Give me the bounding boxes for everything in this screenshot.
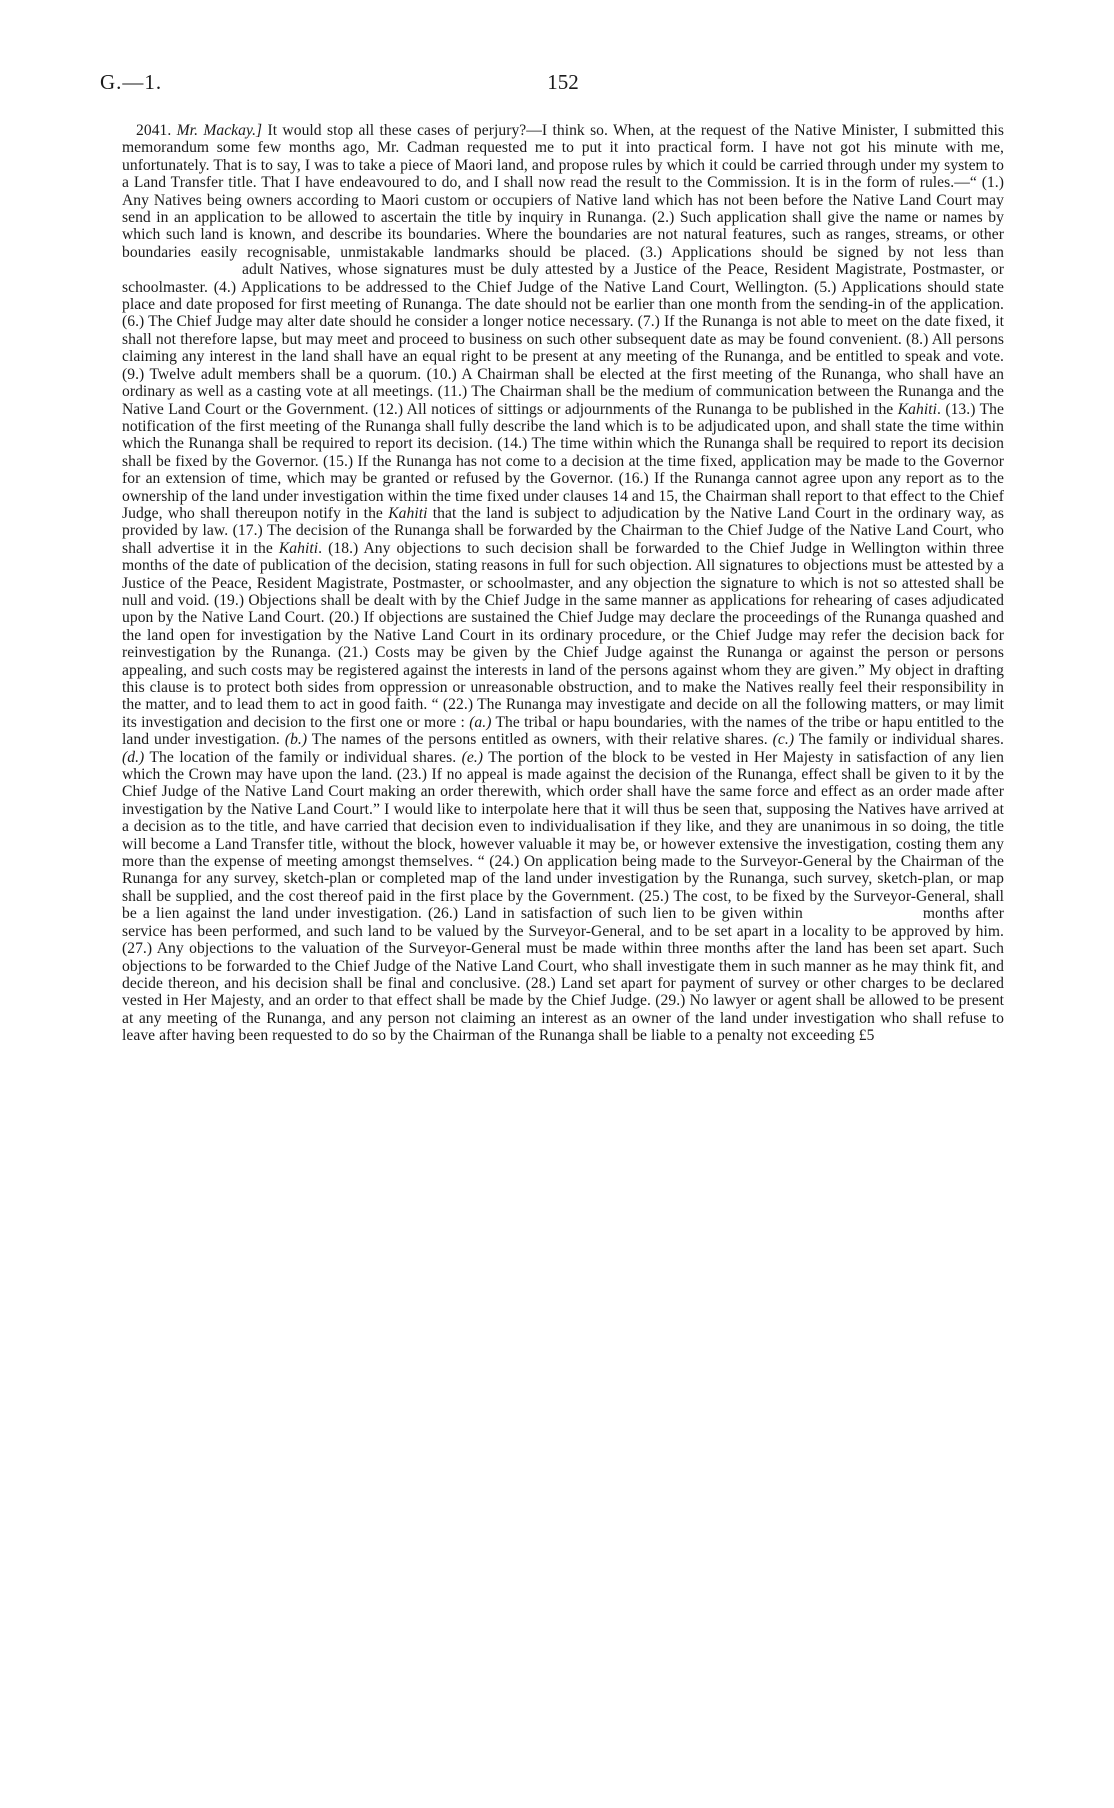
paragraph <box>122 122 1004 1045</box>
italic-kahiti: Kahiti <box>897 400 937 418</box>
page-header <box>100 68 1004 108</box>
italic-kahiti: Kahiti <box>388 504 428 522</box>
text-run: The portion of the block to be vested in Her Majesty in satisfaction of any lien which the Crown may have upon the land. (23.) If no appeal is made against the decision of the Runanga, effect shall be given to it by the Chief Judge of the Native Land Court making an order therewith, which order shall have the same force and effect as an order made after investigation by the Native Land Court.” I would like to interpolate here that it will thus be seen that, supposing the Natives have arrived at a decision as to the title, and have carried that decision even to individualisation if they like, and they are unanimous in so doing, the title will become a Land Transfer title, without the block, however valuable it may be, or however extensive the investigation, costing them any more than the expense of meeting amongst themselves. “ (24.) On application being made to the Surveyor-General by the Chairman of the Runanga for any survey, sketch-plan or completed map of the land under investigation by the Runanga, such survey, sketch-plan, or map shall be supplied, and the cost thereof paid in the first place by the Government. (25.) The cost, to be fixed by the Surveyor-General, shall be a lien against the land under investigation. (26.) Land in satisfaction of such lien to be given within <box>122 748 1004 923</box>
text-run: months after service has been performed, and such land to be valued by the Surveyor-General, and to be set apart in a locality to be approved by him. (27.) Any objections to the valuation of the Surveyor-General must be made within three months after the land has been set apart. Such objections to be forwarded to the Chief Judge of the Native Land Court, who shall investigate them in such manner as he may think fit, and decide thereon, and his decision shall be final and conclusive. (28.) Land set apart for payment of survey or other charges to be declared vested in Her Majesty, and an order to that effect shall be made by the Chief Judge. (29.) No lawyer or agent shall be allowed to be present at any meeting of the Runanga, and any person not claiming an interest as an owner of the land under investigation who shall refuse to leave after having been requested to do so by the Chairman of the Runanga shall be liable to a penalty not exceeding £5 <box>122 905 1005 1045</box>
clause-letter: (c.) <box>772 731 795 749</box>
text-run: The tribal or hapu boundaries, with the names of the tribe or hapu entitled to the land under investigation. <box>122 713 1004 749</box>
speaker: Mr. Mackay.] <box>176 122 263 139</box>
text-run: The names of the persons entitled as owners, with their relative shares. <box>307 731 773 749</box>
italic-kahiti: Kahiti <box>278 539 319 557</box>
paper-reference: G.—1. <box>100 70 163 94</box>
clause-letter: (d.) <box>122 748 145 766</box>
text-run: adult Natives, whose signatures must be duly attested by a Justice of the Peace, Resident Magistrate, Postmaster, or schoolmaster. (4.) Applications to be addressed to the Chief Judge of the Native Land Court, Wellington. (5.) Applications should state place and date proposed for first meeting of Runanga. The date should not be earlier than one month from the sending-in of the application. (6.) The Chief Judge may alter date should he consider a longer notice necessary. (7.) If the Runanga is not able to meet on the date fixed, it shall not therefore lapse, but may meet and proceed to business on such other subsequent date as may be found convenient. (8.) All persons claiming any interest in the land shall have an equal right to be present at any meeting of the Runanga, and be entitled to speak and vote. (9.) Twelve adult members shall be a quorum. (10.) A Chairman shall be elected at the first meeting of the Runanga, who shall have an ordinary as well as a casting vote at all meetings. (11.) The Chairman shall be the medium of communication between the Runanga and the Native Land Court or the Government. (12.) All notices of sittings or adjournments of the Runanga to be published in the <box>122 261 1004 418</box>
clause-letter: (b.) <box>284 731 308 749</box>
text-run: The location of the family or individual shares. <box>144 748 462 766</box>
text-run: . (18.) Any objections to such decision shall be forwarded to the Chief Judge in Wellington within three months of the date of publication of the decision, stating reasons in full for such objection. All signatures to objections must be attested by a Justice of the Peace, Resident Magistrate, Postmaster, or schoolmaster, and any objection the signature to which is not so attested shall be null and void. (19.) Objections shall be dealt with by the Chief Judge in the same manner as applications for rehearing of cases adjudicated upon by the Native Land Court. (20.) If objections are sustained the Chief Judge may declare the proceedings of the Runanga quashed and the land open for investigation by the Native Land Court in its ordinary procedure, or the Chief Judge may refer the decision back for reinvestigation by the Runanga. (21.) Costs may be given by the Chief Judge against the Runanga or against the person or persons appealing, and such costs may be registered against the interests in land of the persons against whom they are given.” My object in drafting this clause is to protect both sides from oppression or unreasonable obstruction, and to make the Natives really feel their responsibility in the matter, and to lead them to act in good faith. “ (22.) The Runanga may investigate and decide on all the following matters, or may limit its investigation and decision to the first one or more : <box>122 539 1004 731</box>
text-run: that the land is subject to adjudication by the Native Land Court in the ordinary way, as provided by law. (17.) The decision of the Runanga shall be forwarded by the Chairman to the Chief Judge of the Native Land Court, who shall advertise it in the <box>122 504 1004 557</box>
text-run: It would stop all these cases of perjury?—I think so. When, at the request of the Native Minister, I submitted this memorandum some few months ago, Mr. Cadman requested me to put it into practical form. I have not got his minute with me, unfortunately. That is to say, I was to take a piece of Maori land, and propose rules by which it could be carried through under my system to a Land Transfer title. That I have endeavoured to do, and I shall now read the result to the Commission. It is in the form of rules.—“ (1.) Any Natives being owners according to Maori custom or occupiers of Native land which has not been before the Native Land Court may send in an application to be allowed to ascertain the title by inquiry in Runanga. (2.) Such application shall give the name or names by which such land is known, and describe its boundaries. Where the boundaries are not natural features, such as ranges, streams, or other boundaries easily recognisable, unmistakable landmarks should be placed. (3.) Applications should be signed by not less than <box>122 122 1004 261</box>
page-number: 152 <box>547 70 579 94</box>
clause-letter: (a.) <box>469 713 492 731</box>
text-run: . (13.) The notification of the first meeting of the Runanga shall fully describe the land which is to be adjudicated upon, and shall state the time within which the Runanga shall be required to report its decision. (14.) The time within which the Runanga shall be required to report its decision shall be fixed by the Governor. (15.) If the Runanga has not come to a decision at the time fixed, application may be made to the Governor for an extension of time, which may be granted or refused by the Governor. (16.) If the Runanga cannot agree upon any report as to the ownership of the land under investigation within the time fixed under clauses 14 and 15, the Chairman shall report to that effect to the Chief Judge, who shall thereupon notify in the <box>122 400 1004 522</box>
body-text <box>122 122 1004 1045</box>
text-run: The family or individual shares. <box>794 731 1004 749</box>
clause-letter: (e.) <box>461 748 484 766</box>
question-number: 2041. <box>136 122 177 139</box>
